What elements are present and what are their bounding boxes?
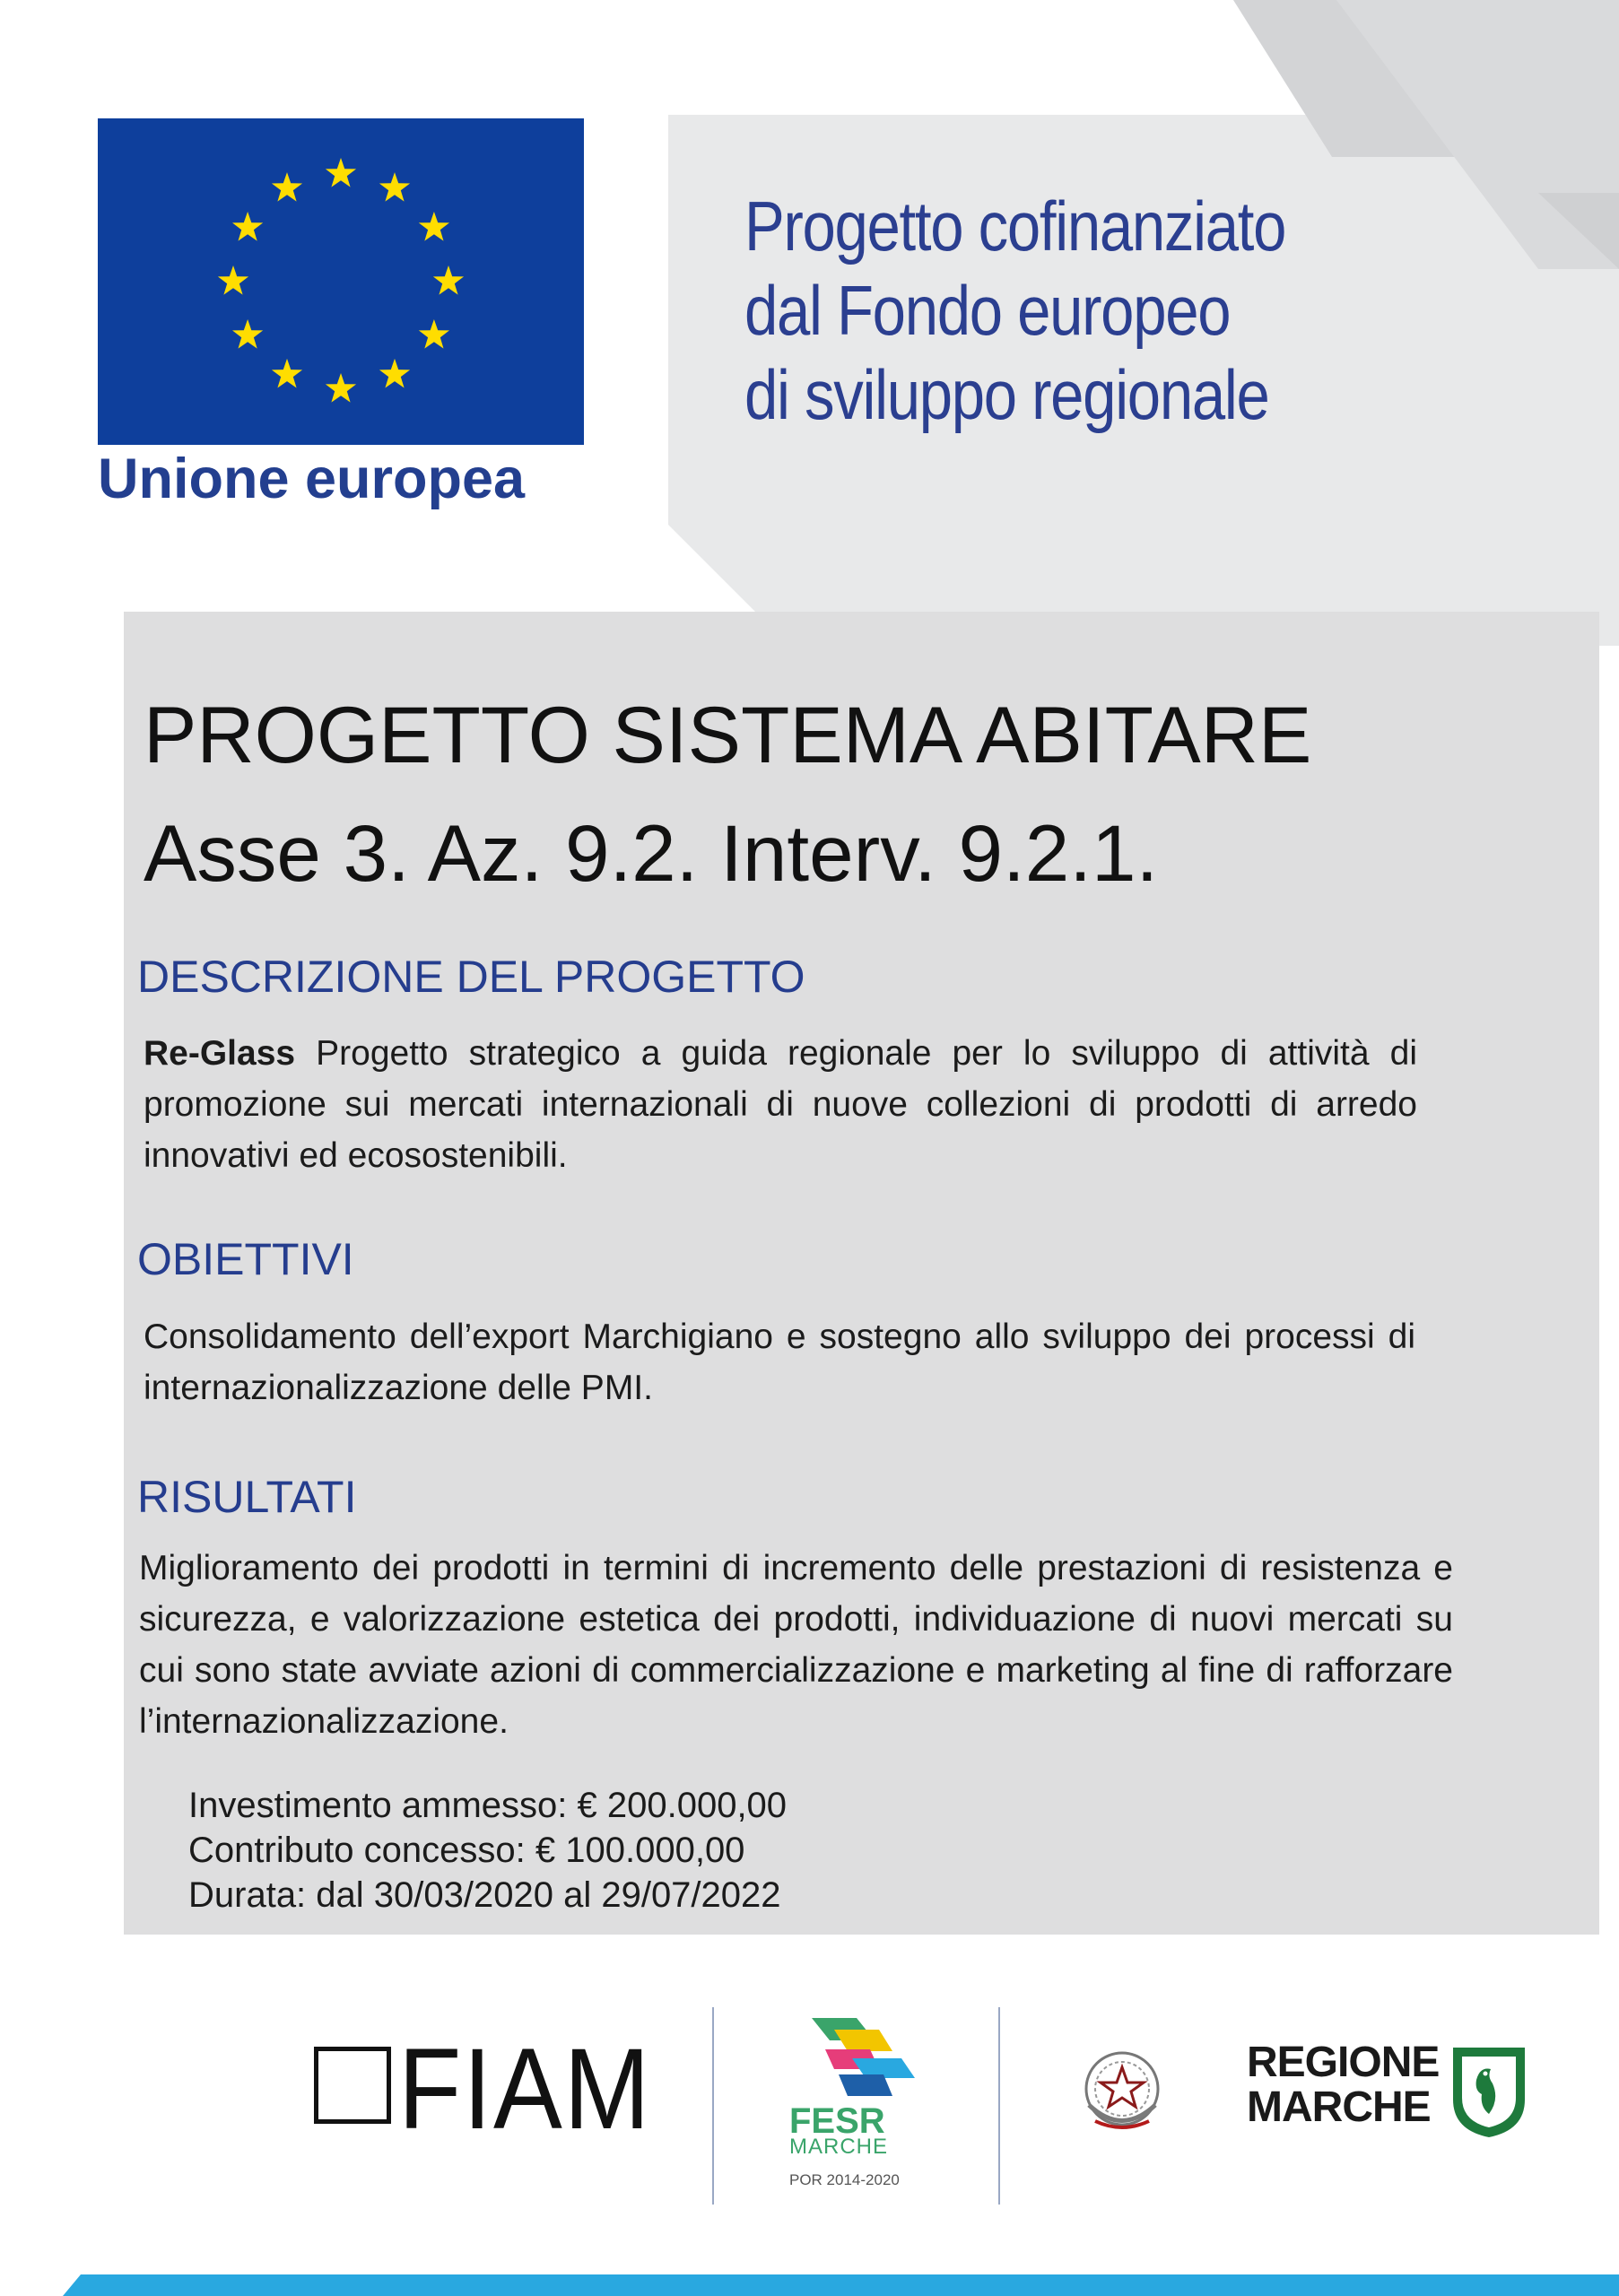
eu-star-icon bbox=[218, 265, 248, 295]
description-lead: Re-Glass bbox=[144, 1034, 296, 1073]
regione-shield-icon bbox=[1449, 2044, 1528, 2141]
eu-flag bbox=[98, 118, 584, 445]
eu-star-icon bbox=[272, 359, 302, 388]
eu-star-icon bbox=[433, 265, 464, 295]
fesr-wordmark: FESR bbox=[789, 2101, 885, 2141]
contribution-amount: Contributo concesso: € 100.000,00 bbox=[188, 1831, 745, 1870]
eu-label: Unione europea bbox=[98, 448, 526, 510]
fesr-por-label: POR 2014-2020 bbox=[789, 2171, 900, 2188]
regione-line-2: MARCHE bbox=[1247, 2083, 1431, 2131]
results-text: Miglioramento dei prodotti in termini di incremento delle prestazioni di resistenza e sicurezza, e valorizzazione estetica dei prodotti, individuazione di nuovi mercati su cui sono state avviate azioni di commercializzazione e marketing al fine di rafforzare l’internazionalizzazione. bbox=[139, 1549, 1453, 1741]
italian-republic-emblem-icon bbox=[1073, 2042, 1171, 2141]
eu-stars-icon bbox=[98, 118, 584, 445]
description-heading: DESCRIZIONE DEL PROGETTO bbox=[137, 952, 805, 1002]
objectives-heading: OBIETTIVI bbox=[137, 1234, 354, 1284]
cofinanced-line-2: dal Fondo europeo bbox=[744, 271, 1231, 350]
bottom-accent-bar bbox=[0, 2274, 1619, 2296]
eu-star-icon bbox=[232, 212, 263, 241]
funding-details bbox=[188, 1783, 787, 1918]
cofinanced-statement bbox=[744, 184, 1439, 437]
cofinanced-line-1: Progetto cofinanziato bbox=[744, 187, 1286, 265]
eu-star-icon bbox=[419, 319, 449, 349]
description-text bbox=[144, 1028, 1417, 1181]
eu-star-icon bbox=[272, 172, 302, 202]
description-body: Progetto strategico a guida regionale per lo sviluppo di attività di promozione sui mercati internazionali di nuove collezioni di prodotti di arredo innovativi ed ecosostenibili. bbox=[144, 1034, 1417, 1175]
fiam-square-icon bbox=[314, 2047, 391, 2124]
project-duration: Durata: dal 30/03/2020 al 29/07/2022 bbox=[188, 1875, 781, 1915]
investment-amount: Investimento ammesso: € 200.000,00 bbox=[188, 1786, 788, 1825]
project-title: PROGETTO SISTEMA ABITARE bbox=[144, 690, 1312, 779]
project-subtitle: Asse 3. Az. 9.2. Interv. 9.2.1. bbox=[144, 808, 1159, 898]
objectives-text: Consolidamento dell’export Marchigiano e sostegno allo sviluppo dei processi di internazionalizzazione delle PMI. bbox=[144, 1318, 1415, 1407]
fesr-shapes-icon bbox=[789, 2013, 933, 2103]
fesr-marche-logo bbox=[789, 2013, 933, 2193]
eu-star-icon bbox=[379, 359, 410, 388]
regione-line-1: REGIONE bbox=[1247, 2039, 1440, 2086]
footer-divider bbox=[712, 2007, 714, 2205]
footer-divider bbox=[998, 2007, 1000, 2205]
fesr-marche-word: MARCHE bbox=[789, 2135, 889, 2159]
cofinanced-line-3: di sviluppo regionale bbox=[744, 355, 1269, 434]
fiam-wordmark: FIAM bbox=[398, 2025, 652, 2153]
regione-wordmark bbox=[1247, 2040, 1439, 2130]
eu-star-icon bbox=[379, 172, 410, 202]
eu-star-icon bbox=[326, 373, 356, 403]
regione-marche-logo bbox=[1247, 2040, 1534, 2148]
results-heading: RISULTATI bbox=[137, 1472, 357, 1522]
eu-star-icon bbox=[232, 319, 263, 349]
eu-star-icon bbox=[419, 212, 449, 241]
fiam-logo bbox=[314, 2025, 652, 2153]
eu-star-icon bbox=[326, 158, 356, 187]
